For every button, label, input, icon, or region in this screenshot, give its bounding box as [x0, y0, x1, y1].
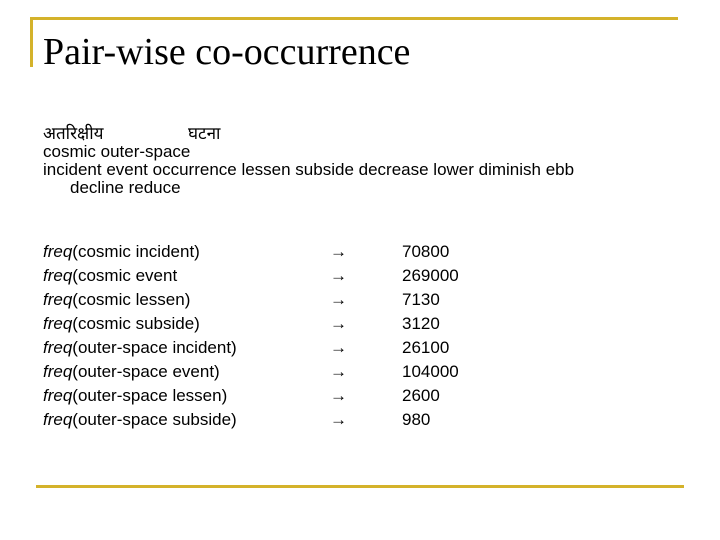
pair-label	[43, 288, 330, 312]
frequency-value: 3120	[402, 314, 440, 333]
frequency-row	[43, 288, 502, 312]
frequency-row	[43, 384, 502, 408]
arrow-icon: →	[330, 266, 347, 285]
pair-label	[43, 264, 330, 288]
pair-label	[43, 312, 330, 336]
side-rule	[30, 17, 33, 67]
pair-text: (outer-space subside)	[72, 410, 237, 429]
frequency-row	[43, 360, 502, 384]
pair-text: (cosmic subside)	[72, 314, 200, 333]
arrow-icon: →	[330, 410, 347, 429]
pair-label	[43, 336, 330, 360]
frequency-value: 70800	[402, 242, 450, 261]
pair-label	[43, 408, 330, 432]
frequency-value: 980	[402, 410, 431, 429]
pair-text: (cosmic event	[72, 266, 178, 285]
arrow-icon: →	[330, 362, 347, 381]
arrow-icon: →	[330, 386, 347, 405]
freq-function: freq	[43, 362, 73, 381]
arrow-icon: →	[330, 242, 347, 261]
frequency-value: 269000	[402, 266, 459, 285]
arrow-icon: →	[330, 314, 347, 333]
arrow-icon: →	[330, 338, 347, 357]
pair-text: (outer-space event)	[72, 362, 220, 381]
english-event-terms: incident event occurrence lessen subside decrease lower diminish ebb	[43, 160, 575, 179]
bottom-rule	[36, 485, 684, 488]
slide-title: Pair-wise co-occurrence	[43, 31, 411, 73]
pair-label	[43, 240, 330, 264]
hindi-terms	[43, 125, 574, 143]
freq-function: freq	[43, 242, 73, 261]
freq-function: freq	[43, 338, 73, 357]
freq-function: freq	[43, 410, 73, 429]
frequency-table	[43, 240, 502, 432]
freq-function: freq	[43, 290, 73, 309]
pair-label	[43, 384, 330, 408]
frequency-row	[43, 240, 502, 264]
arrow-icon: →	[330, 290, 347, 309]
term-list	[43, 125, 574, 197]
hindi-term-cosmic: अतरिक्षीय	[43, 124, 104, 144]
frequency-value: 26100	[402, 338, 450, 357]
english-event-terms-continued: decline reduce	[70, 178, 181, 197]
frequency-row	[43, 312, 502, 336]
hindi-term-event: घटना	[188, 124, 221, 144]
freq-function: freq	[43, 266, 73, 285]
frequency-row	[43, 264, 502, 288]
frequency-value: 2600	[402, 386, 440, 405]
pair-text: (cosmic incident)	[72, 242, 200, 261]
english-cosmic-terms: cosmic outer-space	[43, 142, 191, 161]
freq-function: freq	[43, 386, 73, 405]
pair-text: (outer-space incident)	[72, 338, 237, 357]
pair-text: (outer-space lessen)	[72, 386, 228, 405]
frequency-row	[43, 336, 502, 360]
frequency-row	[43, 408, 502, 432]
frequency-value: 7130	[402, 290, 440, 309]
frequency-value: 104000	[402, 362, 459, 381]
top-rule	[30, 17, 678, 20]
freq-function: freq	[43, 314, 73, 333]
pair-text: (cosmic lessen)	[72, 290, 191, 309]
pair-label	[43, 360, 330, 384]
